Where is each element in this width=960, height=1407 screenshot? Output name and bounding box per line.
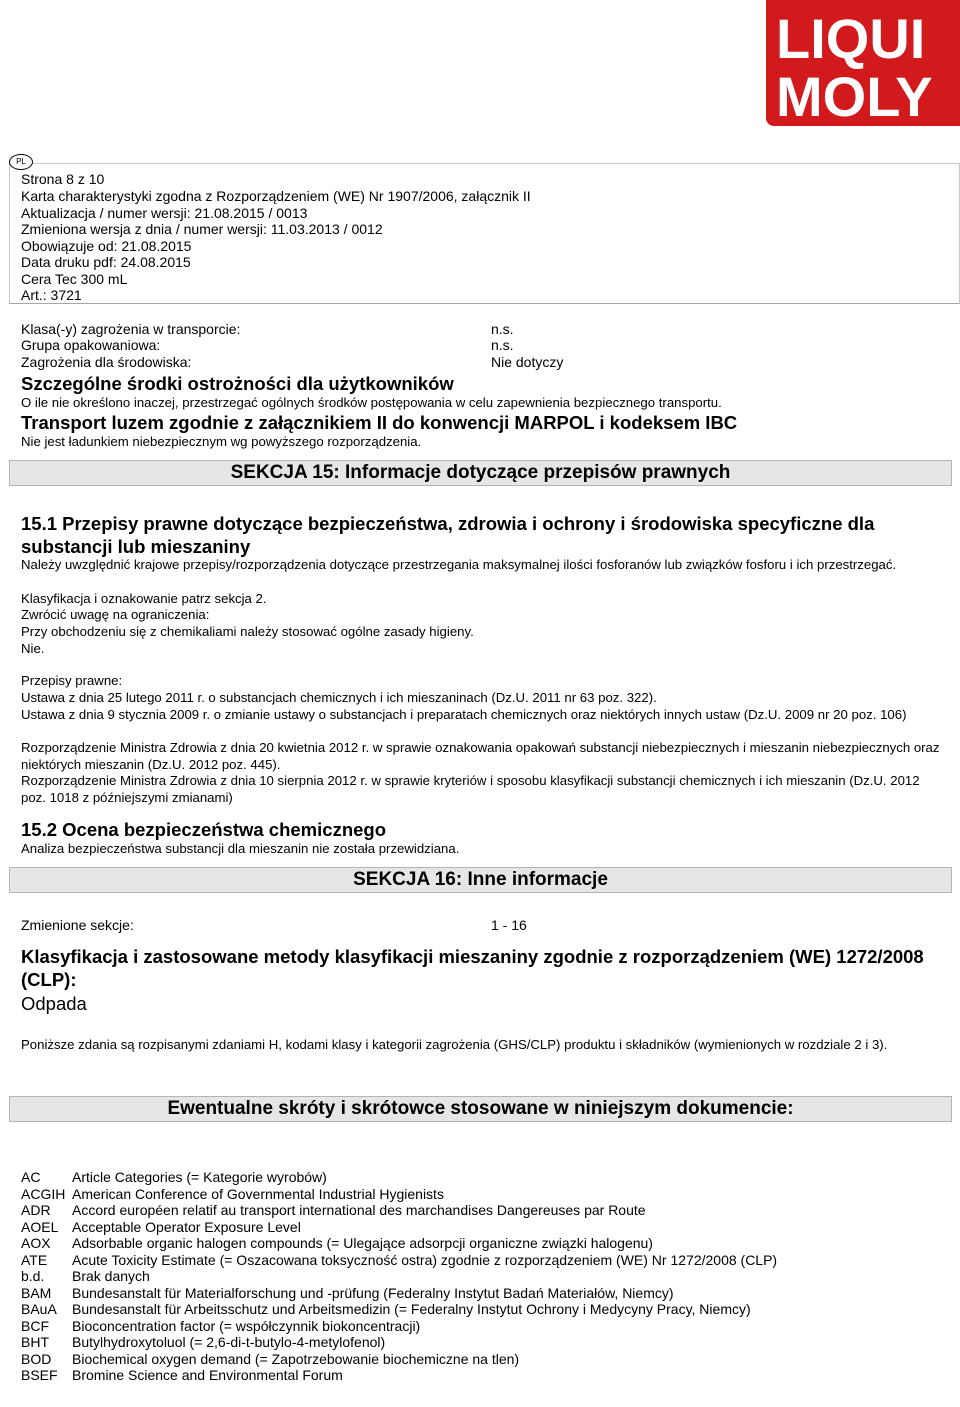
article-number: Art.: 3721 (21, 287, 82, 303)
classification-note: Klasyfikacja i oznakowanie patrz sekcja 2. (21, 591, 267, 606)
abbreviations-header: Ewentualne skróty i skrótowce stosowane w niniejszym dokumencie: (9, 1096, 952, 1122)
header-divider (9, 303, 959, 304)
abbreviation-definition: Biochemical oxygen demand (= Zapotrzebowanie biochemiczne na tlen) (72, 1350, 520, 1367)
clp-value: Odpada (21, 993, 87, 1014)
product-name: Cera Tec 300 mL (21, 271, 128, 287)
abbreviation-row (21, 1301, 751, 1318)
abbreviation-key: ATE (21, 1251, 48, 1268)
valid-from: Obowiązuje od: 21.08.2015 (21, 238, 192, 254)
abbreviation-key: ACGIH (21, 1185, 66, 1202)
h-statements-note: Poniższe zdania są rozpisanymi zdaniami H, kodami klasy i kategorii zagrożenia (GHS/CLP) produktu i składników (wymienionych w rozdziale 2 i 3). (21, 1037, 888, 1052)
section-15-header: SEKCJA 15: Informacje dotyczące przepisów prawnych (9, 460, 952, 486)
abbreviation-row (21, 1252, 777, 1269)
changed-sections-value: 1 - 16 (491, 917, 527, 933)
abbreviation-definition: Adsorbable organic halogen compounds (= Ulegające adsorpcji organiczne związki halogenu) (72, 1235, 653, 1251)
abbreviation-row (21, 1367, 343, 1384)
abbreviation-key: ADR (21, 1202, 51, 1218)
special-precautions-title: Szczególne środki ostrożności dla użytkowników (21, 373, 454, 394)
hygiene-note: Przy obchodzeniu się z chemikaliami należy stosować ogólne zasady higieny. (21, 624, 474, 639)
chemical-safety-text: Analiza bezpieczeństwa substancji dla mieszanin nie została przewidziana. (21, 841, 460, 856)
country-badge: PL (9, 154, 33, 170)
transport-class-value: n.s. (491, 321, 514, 337)
abbreviation-definition: Article Categories (= Kategorie wyrobów) (72, 1169, 327, 1185)
transport-class-label: Klasa(-y) zagrożenia w transporcie: (21, 321, 241, 337)
abbreviation-key: BSEF (21, 1367, 58, 1383)
abbreviation-definition: Brak danych (72, 1268, 150, 1284)
sds-regulation: Karta charakterystyki zgodna z Rozporządzeniem (WE) Nr 1907/2006, załącznik II (21, 188, 531, 204)
abbreviation-definition: Bromine Science and Environmental Forum (72, 1367, 343, 1383)
abbreviation-row (21, 1351, 519, 1368)
abbreviation-definition: Acceptable Operator Exposure Level (72, 1218, 301, 1235)
abbreviation-key: BHT (21, 1334, 49, 1350)
restrictions-value: Nie. (21, 641, 45, 656)
abbreviation-row (21, 1219, 301, 1236)
abbreviation-row (21, 1268, 150, 1285)
abbreviation-key: AOX (21, 1235, 51, 1251)
abbreviation-definition: Bundesanstalt für Arbeitsschutz und Arbeitsmedizin (= Federalny Instytut Ochrony i Medycyny Pracy, Niemcy) (72, 1301, 751, 1317)
abbreviation-row (21, 1318, 420, 1335)
clp-title: Klasyfikacja i zastosowane metody klasyfikacji mieszaniny zgodnie z rozporządzeniem (WE) 1272/2008 (CLP): (21, 946, 924, 990)
print-date: Data druku pdf: 24.08.2015 (21, 254, 191, 270)
restrictions-label: Zwrócić uwagę na ograniczenia: (21, 607, 210, 622)
regulation-item: Rozporządzenie Ministra Zdrowia z dnia 10 sierpnia 2012 r. w sprawie kryteriów i sposobu klasyfikacji substancji chemicznych i ich mieszanin (Dz.U. 2012 poz. 1018 z późniejszymi zmianami) (21, 773, 920, 805)
abbreviation-row (21, 1285, 674, 1302)
changed-sections-label: Zmienione sekcje: (21, 917, 134, 933)
regulations-title: Przepisy prawne: (21, 673, 123, 688)
packing-group-label: Grupa opakowaniowa: (21, 337, 161, 353)
abbreviation-row (21, 1334, 385, 1351)
logo-line1: LIQUI (776, 7, 926, 70)
abbreviation-definition: Butylhydroxytoluol (= 2,6-di-t-butylo-4-metylofenol) (72, 1334, 386, 1350)
abbreviation-key: BAM (21, 1284, 52, 1301)
abbreviation-definition: Acute Toxicity Estimate (= Oszacowana toksyczność ostra) zgodnie z rozporządzeniem (WE) Nr 1272/2008 (CLP) (72, 1251, 778, 1268)
abbreviation-row (21, 1186, 444, 1203)
marpol-title: Transport luzem zgodnie z załącznikiem II do konwencji MARPOL i kodeksem IBC (21, 412, 738, 433)
abbreviation-row (21, 1235, 653, 1252)
logo-line2: MOLY (776, 65, 933, 126)
abbreviation-definition: Accord européen relatif au transport international des marchandises Dangereuses par Route (72, 1202, 646, 1218)
abbreviation-definition: Bundesanstalt für Materialforschung und -prüfung (Federalny Instytut Badań Materiałów, Niemcy) (72, 1284, 674, 1301)
revision-version: Aktualizacja / numer wersji: 21.08.2015 / 0013 (21, 205, 308, 221)
env-hazard-value: Nie dotyczy (491, 354, 564, 370)
section-16-header: SEKCJA 16: Inne informacje (9, 867, 952, 893)
abbreviation-key: BCF (21, 1317, 49, 1334)
abbreviation-key: b.d. (21, 1268, 45, 1284)
section-15-1-title: 15.1 Przepisy prawne dotyczące bezpieczeństwa, zdrowia i ochrony i środowiska specyficzne dla substancji lub mieszaniny (21, 513, 875, 557)
packing-group-value: n.s. (491, 337, 514, 353)
abbreviation-definition: Bioconcentration factor (= współczynnik biokoncentracji) (72, 1317, 421, 1334)
phosphate-note: Należy uwzględnić krajowe przepisy/rozporządzenia dotyczące przestrzegania maksymalnej ilości fosforanów lub związków fosforu i ich przestrzegać. (21, 557, 897, 572)
abbreviation-key: AC (21, 1169, 41, 1185)
special-precautions-text: O ile nie określono inaczej, przestrzegać ogólnych środków postępowania w celu zapewnienia bezpiecznego transportu. (21, 395, 722, 410)
previous-version: Zmieniona wersja z dnia / numer wersji: 11.03.2013 / 0012 (21, 221, 383, 237)
regulation-item: Ustawa z dnia 9 stycznia 2009 r. o zmianie ustawy o substancjach i preparatach chemicznych oraz niektórych innych ustaw (Dz.U. 2009 nr 20 poz. 106) (21, 707, 907, 722)
regulation-item: Rozporządzenie Ministra Zdrowia z dnia 20 kwietnia 2012 r. w sprawie oznakowania opakowań substancji niebezpiecznych i mieszanin niebezpiecznych oraz niektórych mieszanin (Dz.U. 2012 poz. 445). (21, 740, 940, 772)
marpol-text: Nie jest ładunkiem niebezpiecznym wg powyższego rozporządzenia. (21, 434, 422, 449)
abbreviation-key: AOEL (21, 1218, 59, 1235)
abbreviation-definition: American Conference of Governmental Industrial Hygienists (72, 1185, 444, 1202)
page-number: Strona 8 z 10 (21, 171, 105, 187)
regulation-item: Ustawa z dnia 25 lutego 2011 r. o substancjach chemicznych i ich mieszaninach (Dz.U. 2011 nr 63 poz. 322). (21, 690, 657, 705)
abbreviation-key: BAuA (21, 1301, 57, 1317)
logo-graphic (766, 0, 960, 126)
section-15-2-title: 15.2 Ocena bezpieczeństwa chemicznego (21, 819, 387, 840)
liqui-moly-logo (766, 0, 960, 126)
env-hazard-label: Zagrożenia dla środowiska: (21, 354, 192, 370)
abbreviation-row (21, 1202, 646, 1219)
abbreviation-key: BOD (21, 1350, 52, 1367)
abbreviation-row (21, 1169, 327, 1186)
